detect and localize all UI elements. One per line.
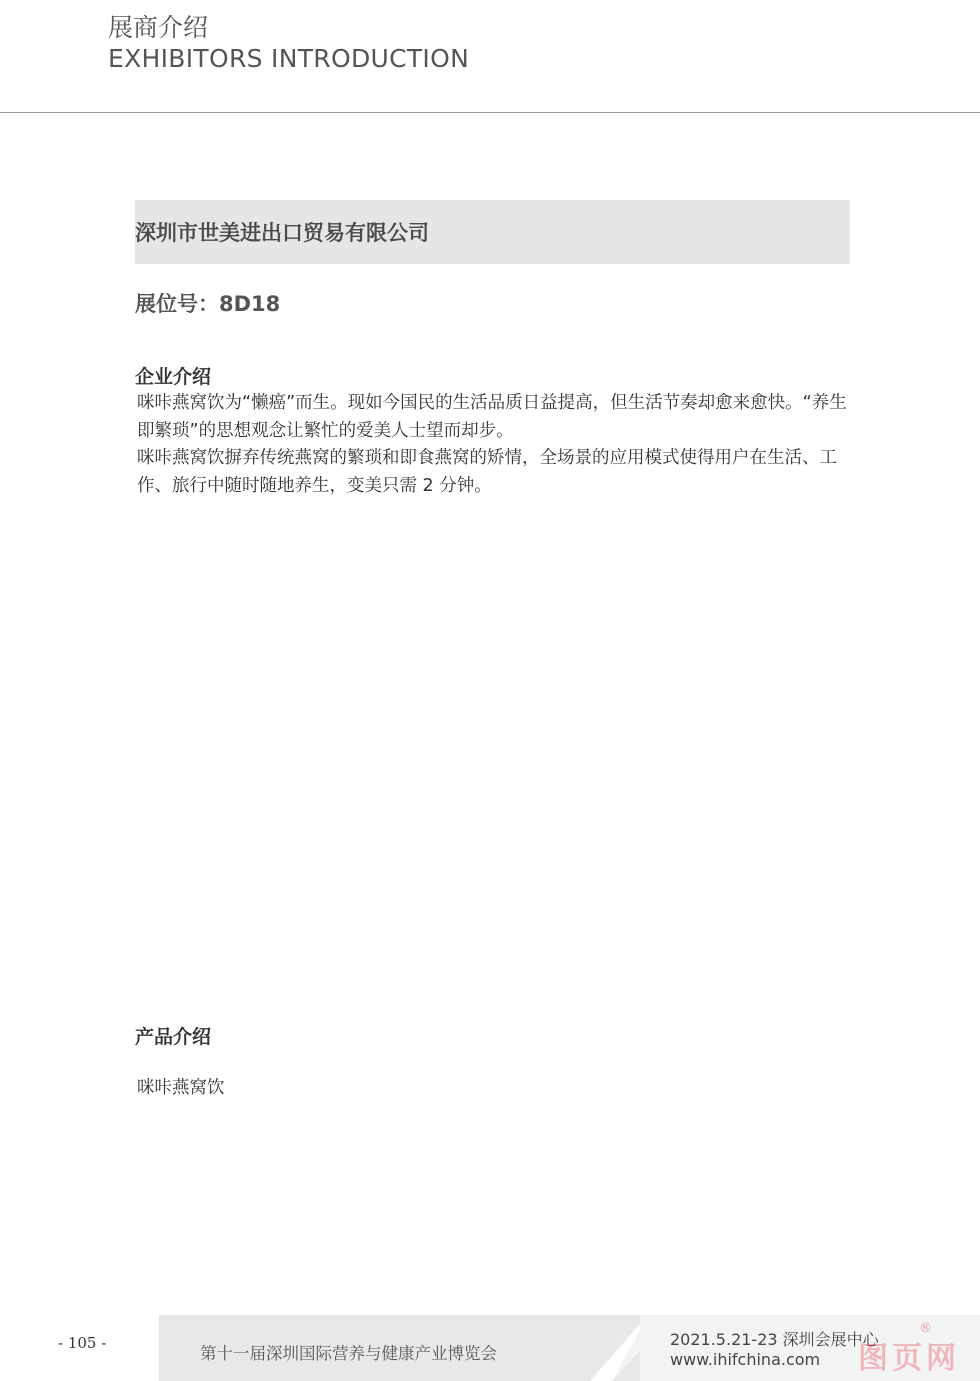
expo-date-venue: 2021.5.21-23 深圳会展中心	[670, 1330, 879, 1349]
product-section-title: 产品介绍	[135, 1026, 212, 1048]
booth-number: 展位号：8D18	[135, 292, 281, 316]
page-number: - 105 -	[58, 1334, 107, 1352]
intro-section-title: 企业介绍	[135, 366, 212, 388]
footer-slash-divider-2	[612, 1315, 672, 1381]
header-title-en: EXHIBITORS INTRODUCTION	[108, 44, 470, 73]
registered-mark: ®	[919, 1321, 932, 1336]
expo-name: 第十一届深圳国际营养与健康产业博览会	[200, 1344, 497, 1363]
watermark-logo: 图页网	[858, 1341, 960, 1376]
intro-paragraph: 咪咔燕窝饮为“懒癌”而生。现如今国民的生活品质日益提高，但生活节奏却愈来愈快。“养生即繁琐”的思想观念让繁忙的爱美人士望而却步。	[137, 393, 847, 441]
header-divider	[0, 112, 980, 113]
product-body: 咪咔燕窝饮	[137, 1078, 225, 1098]
company-band	[135, 200, 850, 264]
company-name: 深圳市世美进出口贸易有限公司	[135, 221, 429, 245]
intro-paragraph: 咪咔燕窝饮摒弃传统燕窝的繁琐和即食燕窝的矫情，全场景的应用模式使得用户在生活、工作、旅行中随时随地养生，变美只需 2 分钟。	[137, 448, 837, 496]
expo-url[interactable]: www.ihifchina.com	[670, 1350, 821, 1369]
intro-body	[137, 390, 849, 500]
header-title-cn: 展商介绍	[108, 13, 209, 42]
